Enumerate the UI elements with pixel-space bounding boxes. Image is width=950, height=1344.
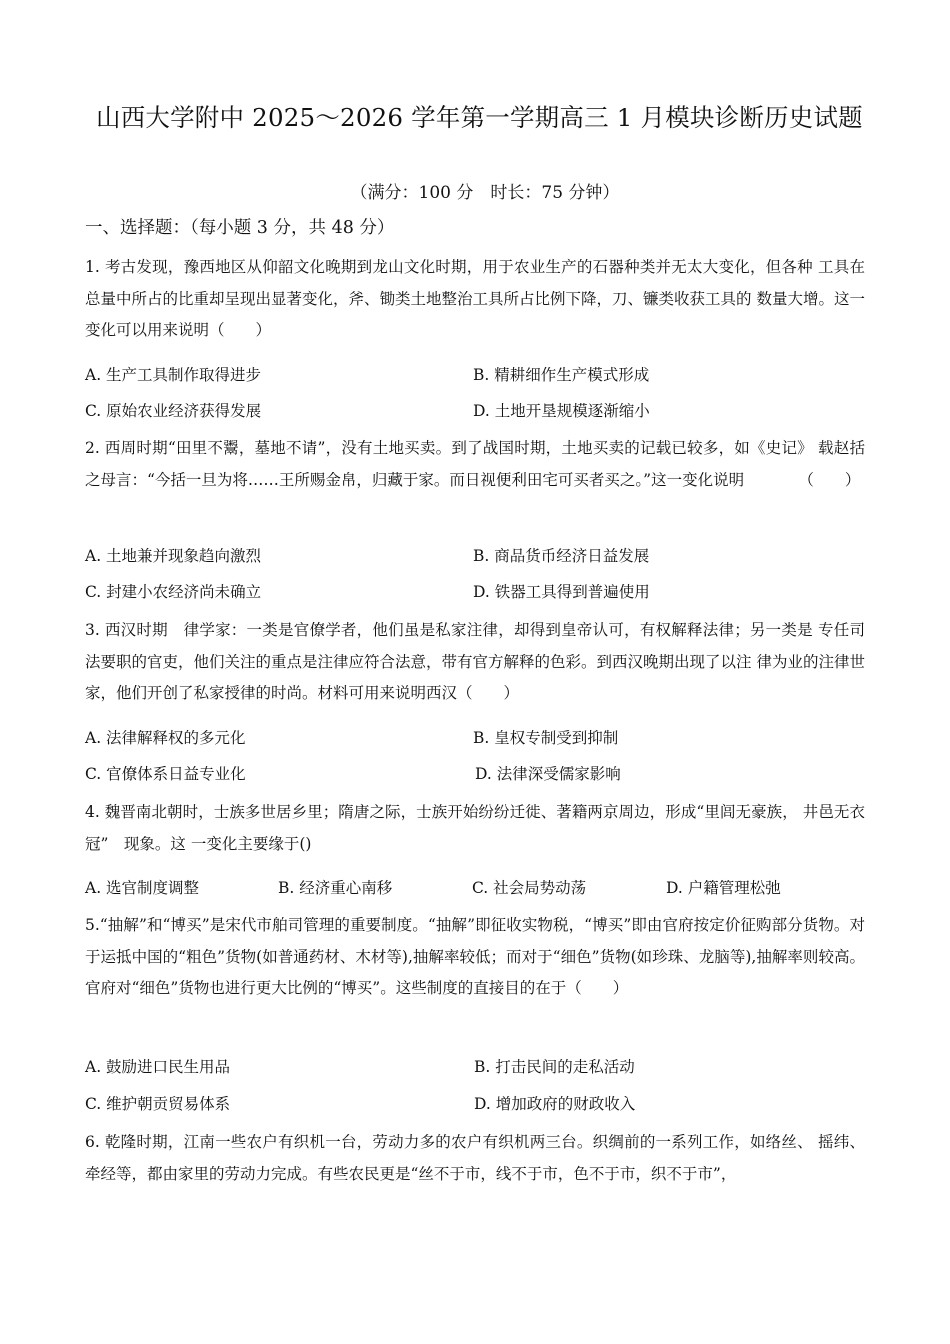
- question-3-option-a[interactable]: A. 法律解释权的多元化: [85, 729, 246, 747]
- question-1-option-c[interactable]: C. 原始农业经济获得发展: [85, 402, 262, 420]
- question-3-stem: 3. 西汉时期 律学家：一类是官僚学者，他们虽是私家注律，却得到皇帝认可，有权解释法律；另一类是 专任司法要职的官吏，他们关注的重点是注律应符合法意，带有官方解释的色彩。到西汉晚期出现了以注 律为业的注律世家，他们开创了私家授律的时尚。材料可用来说明西汉（ ）: [85, 621, 865, 702]
- question-1-option-b[interactable]: B. 精耕细作生产模式形成: [473, 366, 650, 384]
- section-heading: 一、选择题：（每小题 3 分，共 48 分）: [85, 218, 395, 238]
- question-4-option-c[interactable]: C. 社会局势动荡: [472, 879, 587, 897]
- question-5-option-d[interactable]: D. 增加政府的财政收入: [474, 1095, 636, 1113]
- question-4-option-b[interactable]: B. 经济重心南移: [278, 879, 393, 897]
- question-1-option-a[interactable]: A. 生产工具制作取得进步: [85, 366, 262, 384]
- exam-subtitle: （满分：100 分 时长：75 分钟）: [350, 183, 620, 203]
- question-5-option-a[interactable]: A. 鼓励进口民生用品: [85, 1058, 231, 1076]
- question-5-option-b[interactable]: B. 打击民间的走私活动: [474, 1058, 635, 1076]
- question-1-option-d[interactable]: D. 土地开垦规模逐渐缩小: [473, 402, 650, 420]
- question-3-option-b[interactable]: B. 皇权专制受到抑制: [473, 729, 619, 747]
- question-6-stem: 6. 乾隆时期，江南一些农户有织机一台，劳动力多的农户有织机两三台。织绸前的一系列工作，如络丝、 摇纬、牵经等，都由家里的劳动力完成。有些农民更是“丝不于市，线不于市，色不于市，织不于市”，: [85, 1133, 865, 1183]
- question-2-option-d[interactable]: D. 铁器工具得到普遍使用: [473, 583, 650, 601]
- question-5-stem: 5.“抽解”和“博买”是宋代市舶司管理的重要制度。“抽解”即征收实物税，“博买”即由官府按定价征购部分货物。对于运抵中国的“粗色”货物(如普通药材、木材等),抽解率较低；而对于“细色”货物(如珍珠、龙脑等),抽解率则较高。官府对“细色”货物也进行更大比例的“博买”。这些制度的直接目的在于（ ）: [85, 916, 865, 997]
- question-2-stem: 2. 西周时期“田里不鬻，墓地不请”，没有土地买卖。到了战国时期，土地买卖的记载已较多，如《史记》 载赵括之母言：“今括一旦为将……王所赐金帛，归藏于家。而日视便利田宅可买者买之。”这一变化说明 （ ）: [85, 439, 865, 489]
- question-5-option-c[interactable]: C. 维护朝贡贸易体系: [85, 1095, 231, 1113]
- question-3-option-c[interactable]: C. 官僚体系日益专业化: [85, 765, 246, 783]
- question-4-stem: 4. 魏晋南北朝时，士族多世居乡里；隋唐之际，士族开始纷纷迁徙、著籍两京周边，形成“里闾无豪族， 井邑无衣冠” 现象。这 一变化主要缘于(): [85, 803, 865, 853]
- question-3-option-d[interactable]: D. 法律深受儒家影响: [475, 765, 621, 783]
- question-4-option-a[interactable]: A. 选官制度调整: [85, 879, 200, 897]
- question-2-option-b[interactable]: B. 商品货币经济日益发展: [473, 547, 650, 565]
- question-4-option-d[interactable]: D. 户籍管理松弛: [666, 879, 781, 897]
- question-2-option-c[interactable]: C. 封建小农经济尚未确立: [85, 583, 262, 601]
- question-2-option-a[interactable]: A. 土地兼并现象趋向激烈: [85, 547, 262, 565]
- exam-title: 山西大学附中 2025～2026 学年第一学期高三 1 月模块诊断历史试题: [96, 103, 863, 132]
- question-1-stem: 1. 考古发现，豫西地区从仰韶文化晚期到龙山文化时期，用于农业生产的石器种类并无太大变化，但各种 工具在总量中所占的比重却呈现出显著变化，斧、锄类土地整治工具所占比例下降，刀、镰类收获工具的 数量大增。这一变化可以用来说明（ ）: [85, 258, 865, 339]
